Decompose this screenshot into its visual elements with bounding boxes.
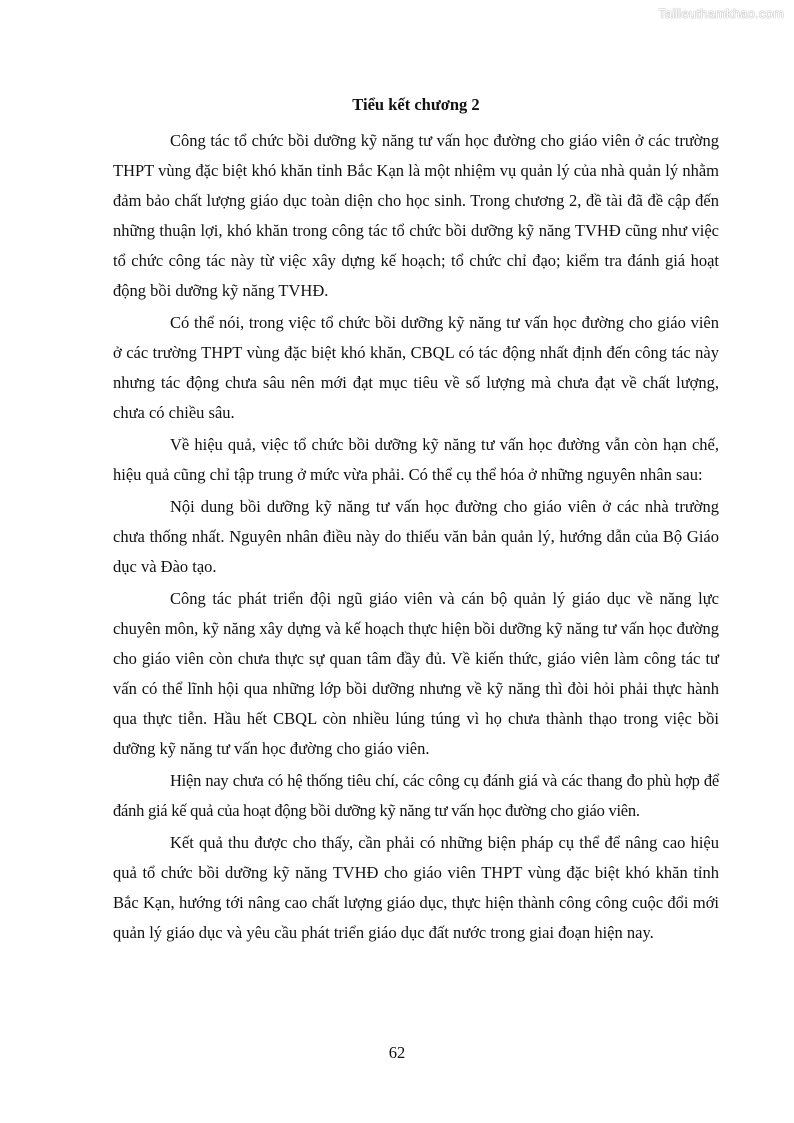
- paragraph-1: Công tác tổ chức bồi dưỡng kỹ năng tư vấn học đường cho giáo viên ở các trường THPT vùng đặc biệt khó khăn tỉnh Bắc Kạn là một nhiệm vụ quản lý của nhà quản lý nhằm đảm bảo chất lượng giáo dục toàn diện cho học sinh. Trong chương 2, đề tài đã đề cập đến những thuận lợi, khó khăn trong công tác tổ chức bồi dưỡng kỹ năng TVHĐ cũng như việc tổ chức công tác này từ việc xây dựng kế hoạch; tổ chức chỉ đạo; kiểm tra đánh giá hoạt động bồi dưỡng kỹ năng TVHĐ.: [113, 131, 719, 300]
- paragraph-3: Về hiệu quả, việc tổ chức bồi dưỡng kỹ năng tư vấn học đường vẫn còn hạn chế, hiệu quả cũng chỉ tập trung ở mức vừa phải. Có thể cụ thể hóa ở những nguyên nhân sau:: [113, 435, 719, 484]
- paragraph-7: Kết quả thu được cho thấy, cần phải có những biện pháp cụ thể để nâng cao hiệu quả tổ chức bồi dưỡng kỹ năng TVHĐ cho giáo viên THPT vùng đặc biệt khó khăn tỉnh Bắc Kạn, hướng tới nâng cao chất lượng giáo dục, thực hiện thành công công cuộc đổi mới quản lý giáo dục và yêu cầu phát triển giáo dục đất nước trong giai đoạn hiện nay.: [113, 833, 719, 942]
- paragraph-4: Nội dung bồi dưỡng kỹ năng tư vấn học đường cho giáo viên ở các nhà trường chưa thống nhất. Nguyên nhân điều này do thiếu văn bản quản lý, hướng dẫn của Bộ Giáo dục và Đào tạo.: [113, 497, 719, 576]
- watermark: Tailieuthamkhao.com: [658, 6, 784, 21]
- paragraph-2: Có thể nói, trong việc tổ chức bồi dưỡng kỹ năng tư vấn học đường cho giáo viên ở các trường THPT vùng đặc biệt khó khăn, CBQL có tác động nhất định đến công tác này nhưng tác động chưa sâu nên mới đạt mục tiêu về số lượng mà chưa đạt về chất lượng, chưa có chiều sâu.: [113, 313, 719, 422]
- page-body: [113, 92, 719, 950]
- paragraph-6: Hiện nay chưa có hệ thống tiêu chí, các công cụ đánh giá và các thang đo phù hợp để đánh giá kế quả của hoạt động bồi dưỡng kỹ năng tư vấn học đường cho giáo viên.: [113, 771, 719, 820]
- section-title: Tiểu kết chương 2: [352, 95, 480, 114]
- page-number: 62: [388, 1043, 406, 1062]
- paragraph-5: Công tác phát triển đội ngũ giáo viên và cán bộ quản lý giáo dục về năng lực chuyên môn, kỹ năng xây dựng và kế hoạch thực hiện bồi dưỡng kỹ năng tư vấn học đường cho giáo viên còn chưa thực sự quan tâm đầy đủ. Về kiến thức, giáo viên làm công tác tư vấn có thể lĩnh hội qua những lớp bồi dưỡng nhưng về kỹ năng thì đòi hỏi phải thực hành qua thực tiễn. Hầu hết CBQL còn nhiều lúng túng vì họ chưa thành thạo trong việc bồi dưỡng kỹ năng tư vấn học đường cho giáo viên.: [113, 589, 719, 758]
